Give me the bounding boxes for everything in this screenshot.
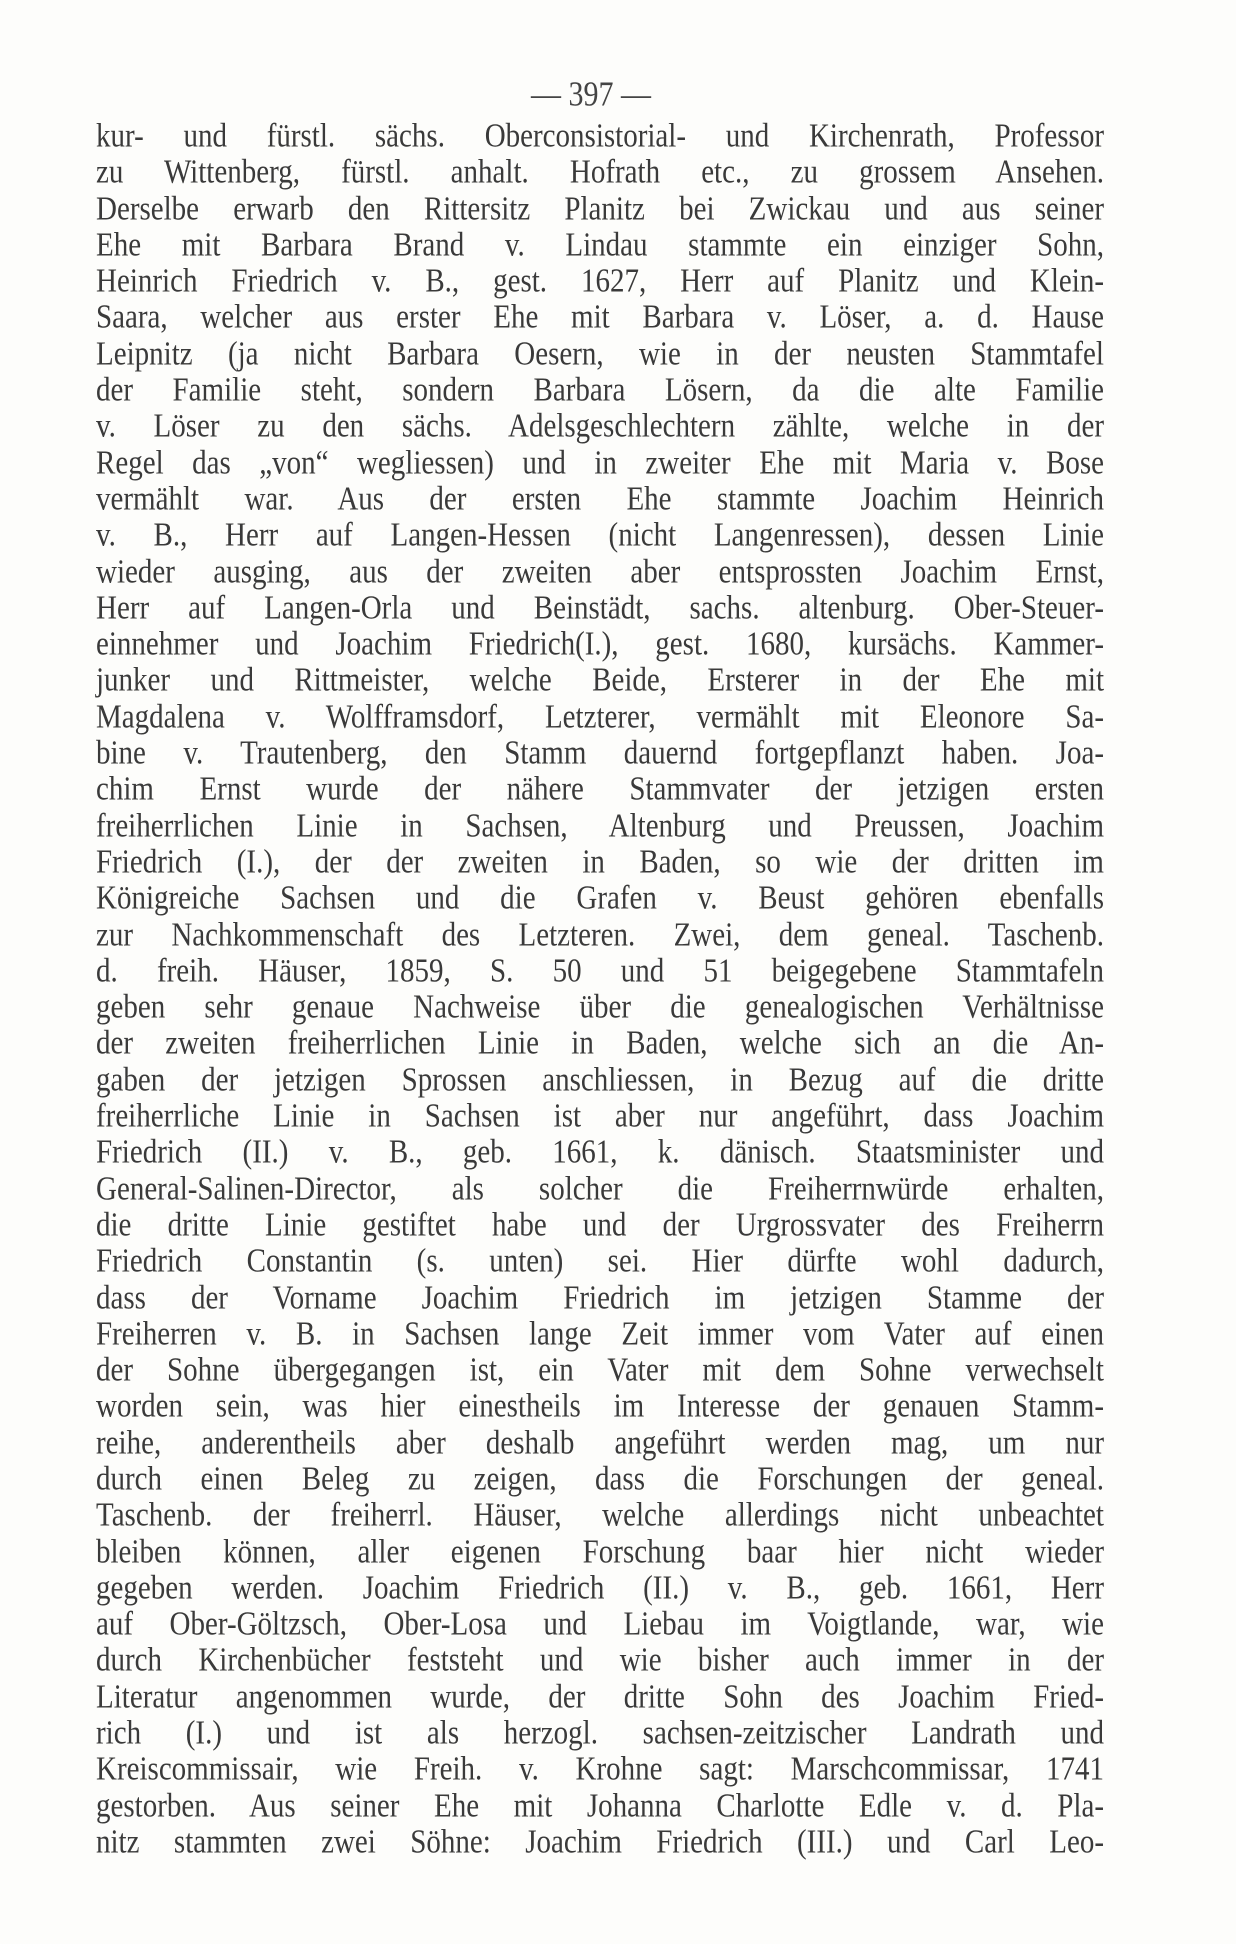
text-line: vermählt war. Aus der ersten Ehe stammte Joachim Heinrich [96, 480, 1104, 518]
text-line: der Sohne übergegangen ist, ein Vater mit dem Sohne verwechselt [96, 1351, 1104, 1389]
text-line: einnehmer und Joachim Friedrich(I.), gest. 1680, kursächs. Kammer- [96, 625, 1104, 663]
text-line: freiherrlichen Linie in Sachsen, Altenburg und Preussen, Joachim [96, 807, 1104, 845]
text-line: Literatur angenommen wurde, der dritte Sohn des Joachim Fried- [96, 1678, 1104, 1716]
text-line: Friedrich (I.), der der zweiten in Baden, so wie der dritten im [96, 843, 1104, 881]
text-line: der zweiten freiherrlichen Linie in Baden, welche sich an die An- [96, 1024, 1104, 1062]
text-line: die dritte Linie gestiftet habe und der Urgrossvater des Freiherrn [96, 1206, 1104, 1244]
body-text [96, 118, 1104, 1860]
text-line: gestorben. Aus seiner Ehe mit Johanna Charlotte Edle v. d. Pla- [96, 1787, 1104, 1825]
text-line: dass der Vorname Joachim Friedrich im jetzigen Stamme der [96, 1279, 1104, 1316]
text-line: junker und Rittmeister, welche Beide, Ersterer in der Ehe mit [96, 662, 1104, 699]
text-line: Freiherren v. B. in Sachsen lange Zeit immer vom Vater auf einen [96, 1315, 1104, 1353]
text-line: rich (I.) und ist als herzogl. sachsen-zeitzischer Landrath und [96, 1714, 1104, 1752]
text-line: kur- und fürstl. sächs. Oberconsistorial- und Kirchenrath, Professor [96, 117, 1104, 155]
text-line: Regel das „von“ wegliessen) und in zweiter Ehe mit Maria v. Bose [96, 444, 1104, 482]
text-line: Heinrich Friedrich v. B., gest. 1627, Herr auf Planitz und Klein- [96, 262, 1104, 300]
text-line: zu Wittenberg, fürstl. anhalt. Hofrath etc., zu grossem Ansehen. [96, 153, 1104, 191]
text-line: Friedrich Constantin (s. unten) sei. Hier dürfte wohl dadurch, [96, 1242, 1104, 1280]
text-line: Taschenb. der freiherrl. Häuser, welche allerdings nicht unbeachtet [96, 1496, 1104, 1534]
text-line: v. B., Herr auf Langen-Hessen (nicht Langenressen), dessen Linie [96, 516, 1104, 554]
text-line: Ehe mit Barbara Brand v. Lindau stammte ein einziger Sohn, [96, 226, 1104, 264]
text-line: nitz stammten zwei Söhne: Joachim Friedrich (III.) und Carl Leo- [96, 1823, 1104, 1861]
text-line: reihe, anderentheils aber deshalb angeführt werden mag, um nur [96, 1424, 1104, 1462]
text-line: der Familie steht, sondern Barbara Lösern, da die alte Familie [96, 371, 1104, 409]
text-line: bleiben können, aller eigenen Forschung baar hier nicht wieder [96, 1533, 1104, 1570]
text-line: Saara, welcher aus erster Ehe mit Barbara v. Löser, a. d. Hause [96, 299, 1104, 336]
text-line: Friedrich (II.) v. B., geb. 1661, k. dänisch. Staatsminister und [96, 1133, 1104, 1171]
text-line: freiherrliche Linie in Sachsen ist aber nur angeführt, dass Joachim [96, 1097, 1104, 1135]
text-line: gaben der jetzigen Sprossen anschliessen, in Bezug auf die dritte [96, 1061, 1104, 1099]
text-line: durch einen Beleg zu zeigen, dass die Forschungen der geneal. [96, 1460, 1104, 1498]
text-line: Königreiche Sachsen und die Grafen v. Beust gehören ebenfalls [96, 879, 1104, 917]
text-line: General-Salinen-Director, als solcher die Freiherrnwürde erhalten, [96, 1170, 1104, 1207]
text-line: bine v. Trautenberg, den Stamm dauernd fortgepflanzt haben. Joa- [96, 734, 1104, 772]
text-line: wieder ausging, aus der zweiten aber entsprossten Joachim Ernst, [96, 553, 1104, 590]
text-line: Derselbe erwarb den Rittersitz Planitz bei Zwickau und aus seiner [96, 190, 1104, 227]
text-line: zur Nachkommenschaft des Letzteren. Zwei, dem geneal. Taschenb. [96, 916, 1104, 953]
text-line: auf Ober-Göltzsch, Ober-Losa und Liebau im Voigtlande, war, wie [96, 1605, 1104, 1643]
text-line: gegeben werden. Joachim Friedrich (II.) v. B., geb. 1661, Herr [96, 1569, 1104, 1607]
page-number: — 397 — [531, 75, 651, 114]
text-line: chim Ernst wurde der nähere Stammvater der jetzigen ersten [96, 770, 1104, 808]
text-line: geben sehr genaue Nachweise über die genealogischen Verhältnisse [96, 988, 1104, 1026]
text-line: d. freih. Häuser, 1859, S. 50 und 51 beigegebene Stammtafeln [96, 952, 1104, 990]
text-line: Magdalena v. Wolfframsdorf, Letzterer, vermählt mit Eleonore Sa- [96, 698, 1104, 736]
text-line: v. Löser zu den sächs. Adelsgeschlechtern zählte, welche in der [96, 407, 1104, 445]
text-line: worden sein, was hier einestheils im Interesse der genauen Stamm- [96, 1387, 1104, 1425]
text-line: Herr auf Langen-Orla und Beinstädt, sachs. altenburg. Ober-Steuer- [96, 589, 1104, 627]
text-line: durch Kirchenbücher feststeht und wie bisher auch immer in der [96, 1642, 1104, 1679]
text-line: Kreiscommissair, wie Freih. v. Krohne sagt: Marschcommissar, 1741 [96, 1750, 1104, 1788]
text-line: Leipnitz (ja nicht Barbara Oesern, wie in der neusten Stammtafel [96, 335, 1104, 373]
